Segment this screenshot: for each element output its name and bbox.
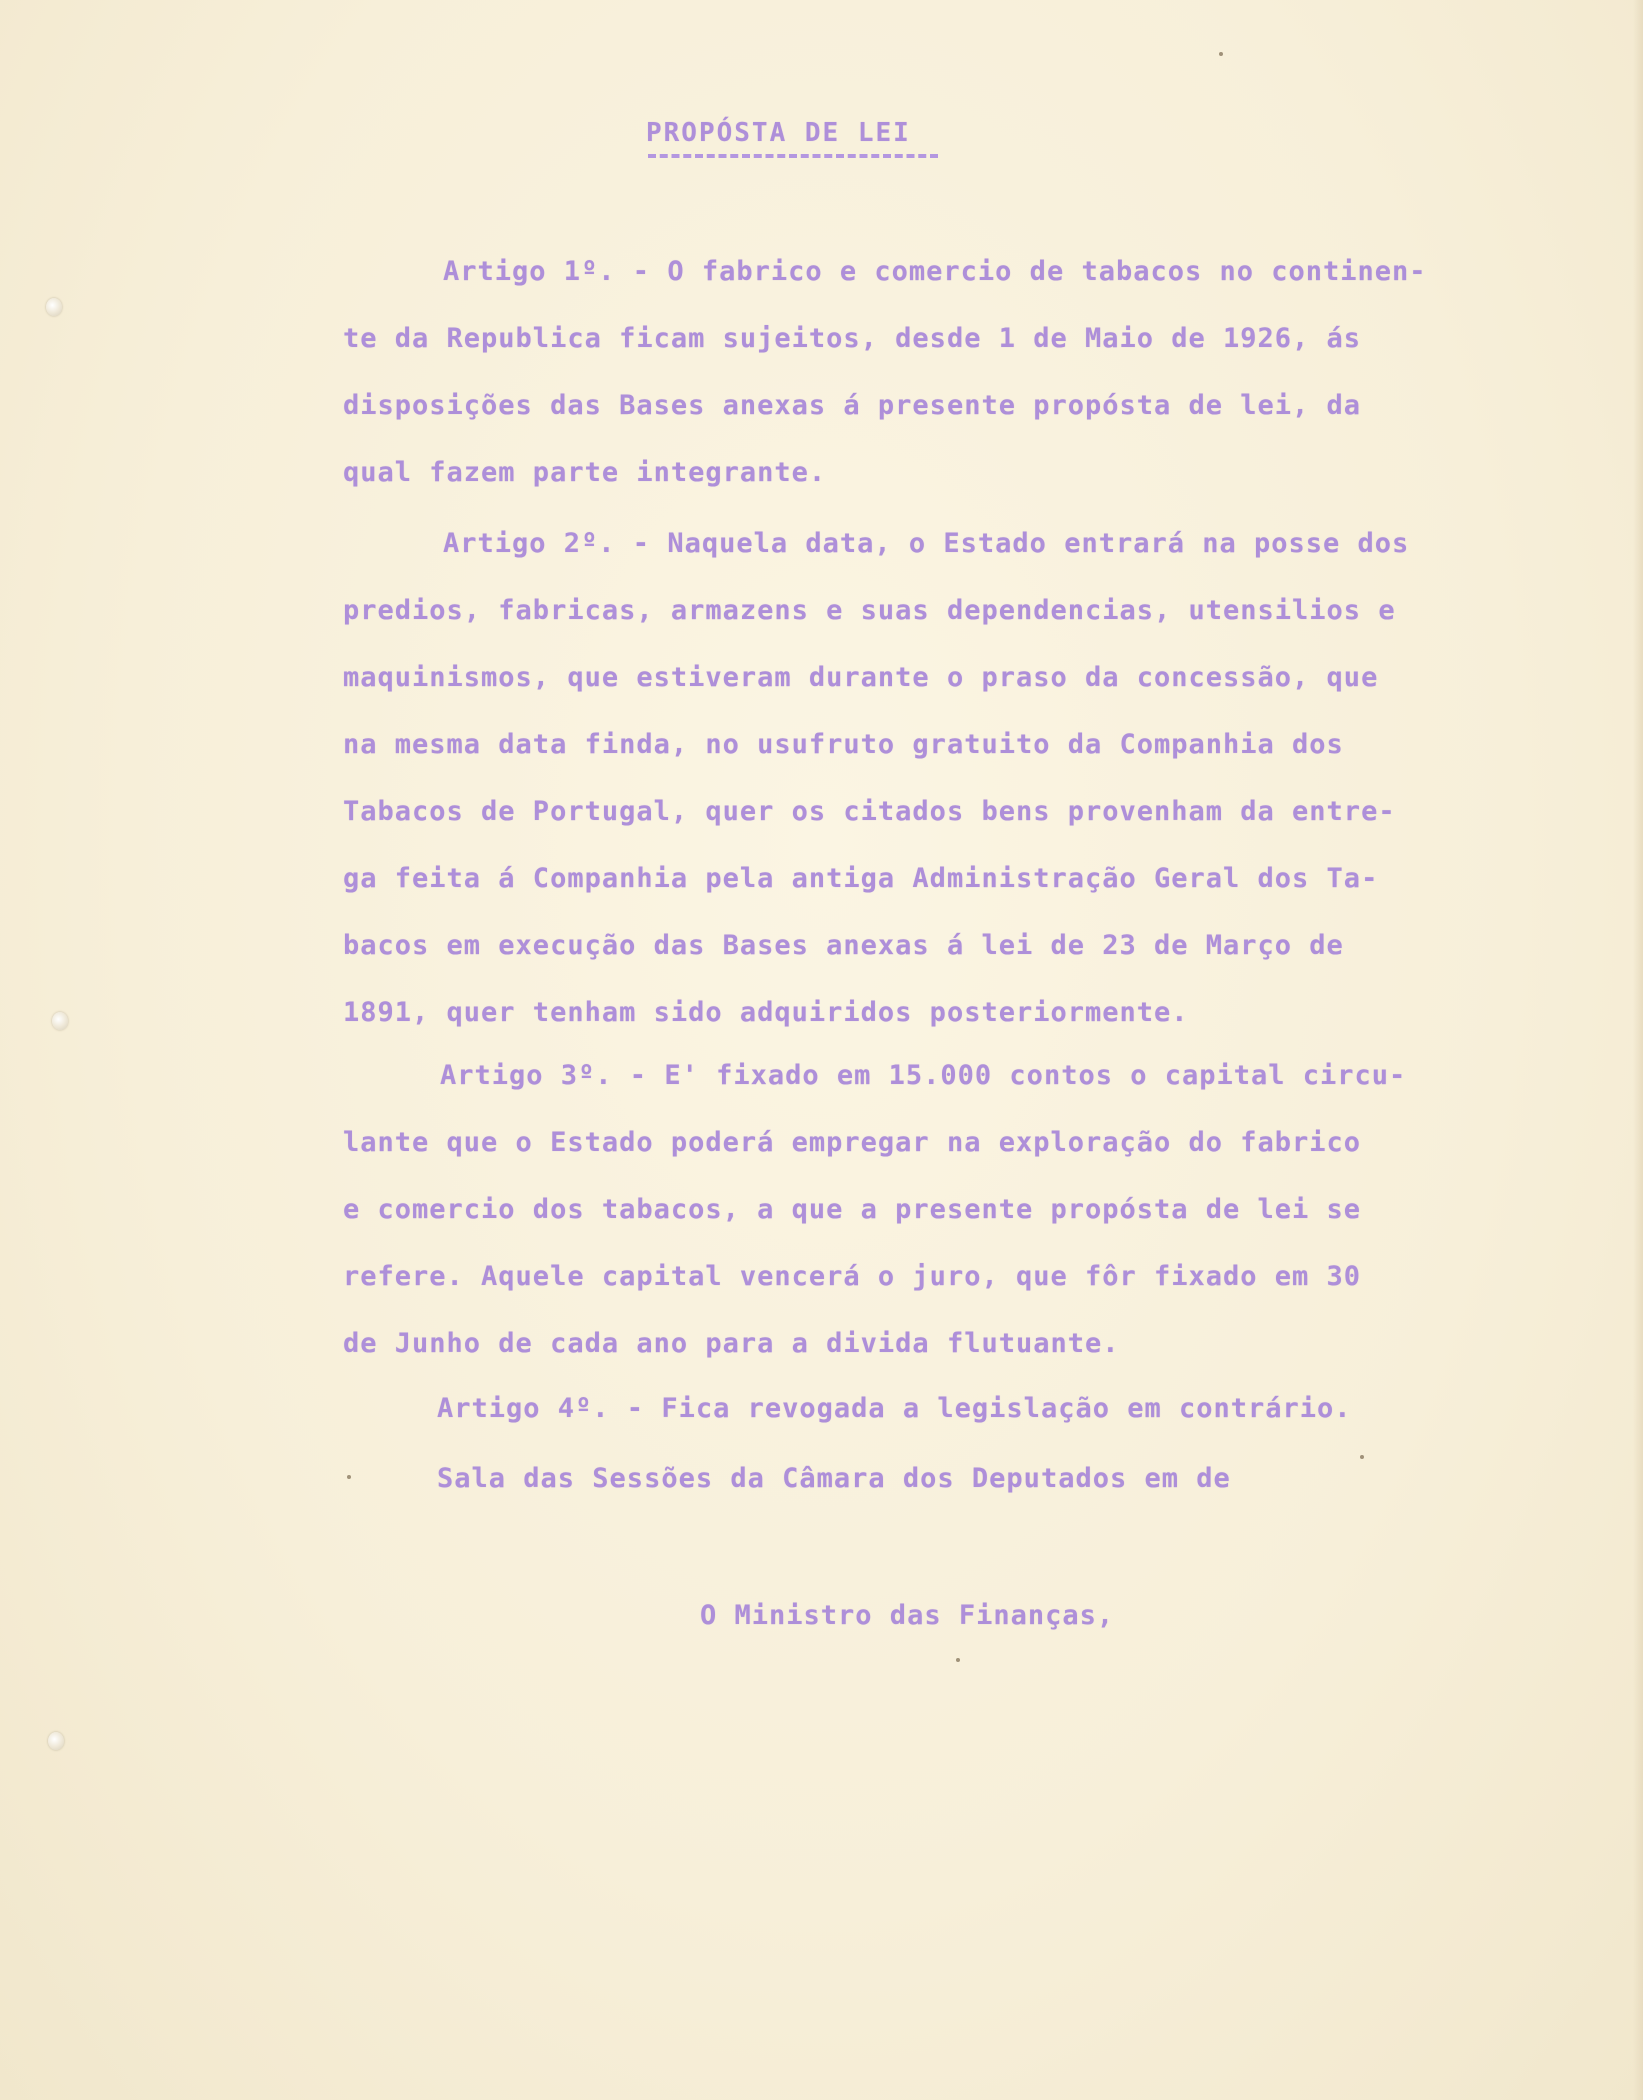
title-underline: [648, 154, 938, 158]
text-line: maquinismos, que estiveram durante o praso da concessão, que: [343, 662, 1379, 693]
text-line: Artigo 4º. - Fica revogada a legislação em contrário.: [437, 1393, 1352, 1424]
paper-speck: [956, 1658, 960, 1662]
text-line: refere. Aquele capital vencerá o juro, que fôr fixado em 30: [343, 1261, 1362, 1292]
text-line: te da Republica ficam sujeitos, desde 1 de Maio de 1926, ás: [343, 323, 1362, 354]
text-line: ga feita á Companhia pela antiga Administração Geral dos Ta-: [343, 863, 1379, 894]
text-line: predios, fabricas, armazens e suas dependencias, utensilios e: [343, 595, 1396, 626]
punch-hole: [48, 1732, 64, 1750]
document-title: PROPÓSTA DE LEI: [646, 118, 911, 148]
text-line: 1891, quer tenham sido adquiridos posteriormente.: [343, 997, 1189, 1028]
text-line: lante que o Estado poderá empregar na exploração do fabrico: [343, 1127, 1362, 1158]
paper-speck: [347, 1475, 351, 1479]
paper-speck: [1360, 1455, 1364, 1459]
punch-hole: [46, 298, 62, 316]
paper-edge: [1633, 0, 1643, 2100]
text-line: Artigo 3º. - E' fixado em 15.000 contos o capital circu-: [440, 1060, 1407, 1091]
text-line: Tabacos de Portugal, quer os citados bens provenham da entre-: [343, 796, 1396, 827]
signature-line: O Ministro das Finanças,: [700, 1600, 1115, 1631]
text-line: bacos em execução das Bases anexas á lei de 23 de Março de: [343, 930, 1344, 961]
text-line: Artigo 1º. - O fabrico e comercio de tabacos no continen-: [443, 256, 1427, 287]
text-line: e comercio dos tabacos, a que a presente propósta de lei se: [343, 1194, 1362, 1225]
punch-hole: [52, 1012, 68, 1030]
paper-speck: [1219, 52, 1223, 56]
text-line: de Junho de cada ano para a divida flutuante.: [343, 1328, 1120, 1359]
text-line: qual fazem parte integrante.: [343, 457, 827, 488]
text-line: na mesma data finda, no usufruto gratuito da Companhia dos: [343, 729, 1344, 760]
text-line: Sala das Sessões da Câmara dos Deputados em de: [437, 1463, 1231, 1494]
text-line: disposições das Bases anexas á presente propósta de lei, da: [343, 390, 1362, 421]
text-line: Artigo 2º. - Naquela data, o Estado entrará na posse dos: [443, 528, 1410, 559]
